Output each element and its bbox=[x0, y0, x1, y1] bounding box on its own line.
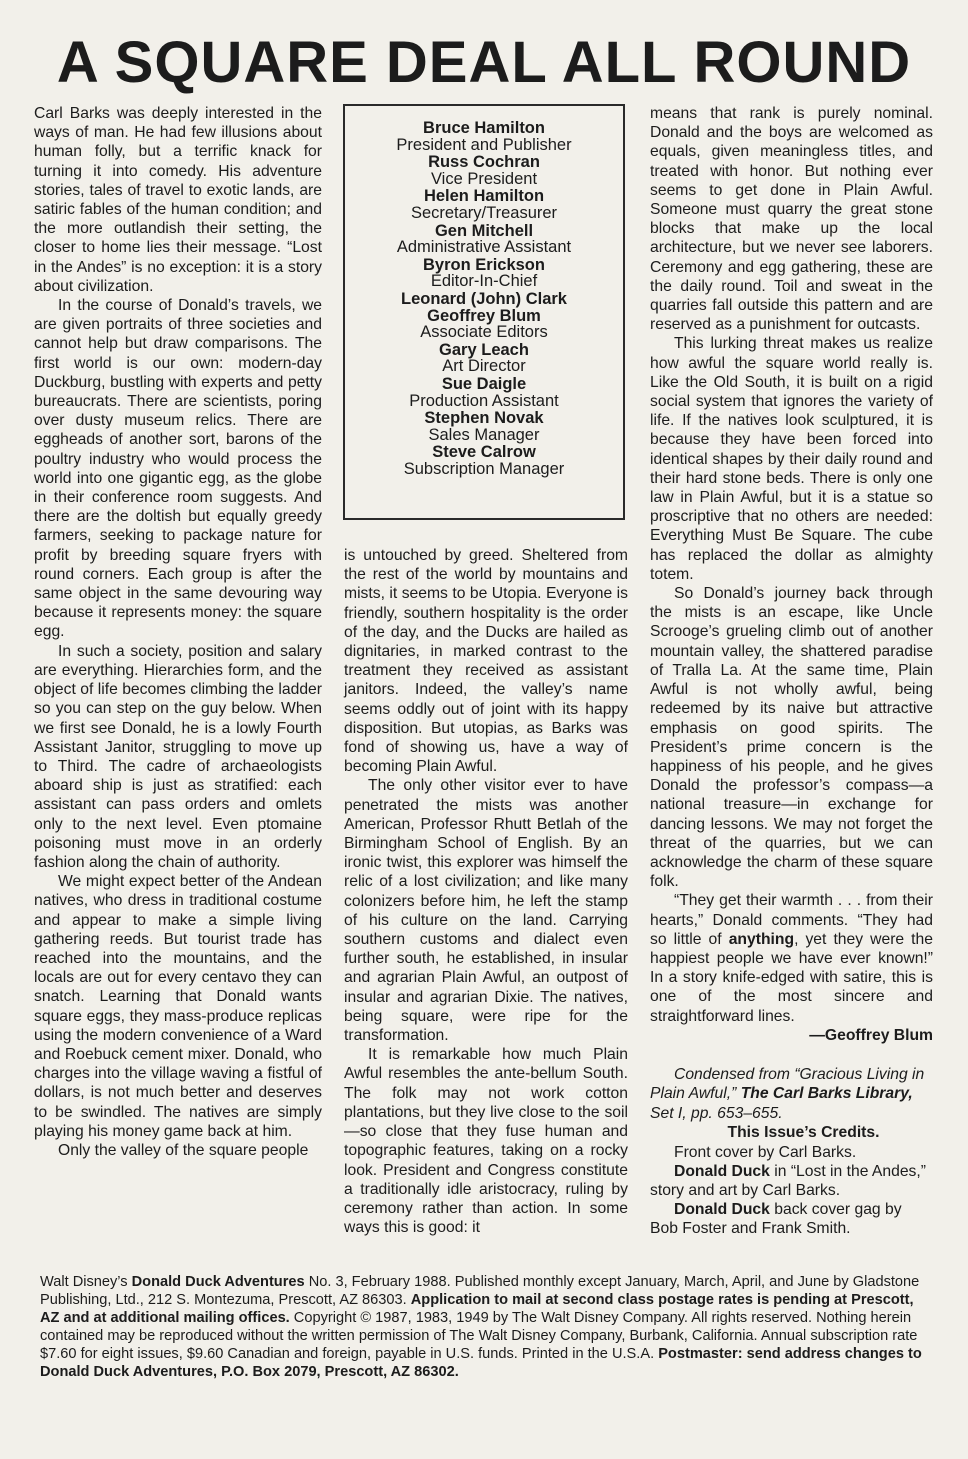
author-signature: —Geoffrey Blum bbox=[809, 1026, 933, 1044]
staff-role: President and Publisher bbox=[396, 135, 572, 154]
issue-credit-line bbox=[650, 1200, 933, 1238]
indicia-emphasis: Postmaster: send address changes to Donald Duck Adventures, P.O. Box 2079, Prescott, AZ 86302. bbox=[40, 1346, 922, 1380]
source-note-title: The Carl Barks Library, bbox=[740, 1085, 913, 1103]
staff-entry bbox=[345, 410, 623, 443]
source-note-pages: Set I, pp. 653–655. bbox=[650, 1104, 783, 1122]
quote-text: , yet they were the happiest people we have ever known!” In a story knife-edged with satire, this is one of the most sincere and straightforward lines. bbox=[650, 930, 933, 1025]
staff-role: Subscription Manager bbox=[403, 459, 565, 478]
indicia-text: Walt Disney’s bbox=[40, 1274, 132, 1290]
staff-name: Stephen Novak bbox=[424, 409, 544, 428]
staff-entry bbox=[345, 291, 623, 341]
issue-credit-line bbox=[650, 1162, 933, 1200]
indicia-emphasis: Donald Duck Adventures bbox=[131, 1274, 305, 1290]
credit-text: back cover gag by Bob Foster and Frank Smith. bbox=[650, 1201, 902, 1238]
article-paragraph: We might expect better of the Andean natives, who dress in traditional costume and appear to make a simple living gathering reeds. But tourist trade has reached into the mountains, and the locals are out for every centavo they can snatch. Learning that Donald wants square eggs, they mass-produce replicas using the modern convenience of a Ward and Roebuck cement mixer. Donald, who charges into the village waving a fistful of dollars, is not much better and deserves to be swindled. The natives are simply playing his money game back at him. bbox=[34, 873, 322, 1140]
staff-role: Secretary/Treasurer bbox=[410, 203, 558, 222]
article-column-3 bbox=[650, 104, 933, 1239]
page-title: A SQUARE DEAL ALL ROUND bbox=[56, 30, 912, 95]
staff-entry bbox=[345, 376, 623, 409]
article-paragraph: Carl Barks was deeply interested in the ways of man. He had few illusions about human folly, but a terrific knack for turning it into comedy. His adventure stories, tales of travel to exotic lands, are satiric fables of the human condition; and the more outlandish their setting, the closer to home lies their message. “Lost in the Andes” is no exception: it is a story about civilization. bbox=[34, 105, 322, 295]
publication-indicia bbox=[40, 1273, 936, 1381]
staff-role: Administrative Assistant bbox=[396, 238, 572, 257]
staff-name: Sue Daigle bbox=[441, 374, 527, 393]
article-paragraph: In the course of Donald’s travels, we are given portraits of three societies and cannot help but draw comparisons. The first world is our own: modern-day Duckburg, bustling with experts and petty bureaucrats. There are scientists, poring over dusty museum relics. There are eggheads of another sort, barons of the poultry industry who would process the world into one gigantic egg, as the globe in their conference room suggests. And there are the doltish but equally greedy farmers, seeking to package nature for profit by breeding square fryers with round corners. Each group is after the same object in the same devouring way because it represents money: the square egg. bbox=[34, 297, 322, 641]
article-paragraph: means that rank is purely nominal. Donald and the boys are welcomed as equals, given meaningless titles, and treated with honor. But nothing ever seems to get done in Plain Awful. Someone must quarry the great stone blocks that make up the local architecture, but we never see laborers. Ceremony and egg gathering, these are the daily round. Toil and sweat in the quarries fall outside this pattern and are reserved as a punishment for outcasts. bbox=[650, 105, 933, 334]
article-column-2 bbox=[344, 546, 628, 1237]
article-paragraph: This lurking threat makes us realize how awful the square world really is. Like the Old South, it is built on a rigid social system that ignores the variety of life. If the natives look sculptured, it is because they have been forced into identical shapes by their daily round and their hard stone beds. There is only one law in Plain Awful, but it is a statue so proscriptive that no others are needed: Everything Must Be Square. The cube has replaced the dollar as almighty totem. bbox=[650, 335, 933, 583]
article-column-1 bbox=[34, 104, 322, 1160]
staff-name: Leonard (John) Clark Geoffrey Blum bbox=[401, 289, 567, 325]
staff-entry bbox=[345, 257, 623, 290]
staff-entry bbox=[345, 342, 623, 375]
staff-role: Production Assistant bbox=[409, 391, 559, 410]
staff-credits-box bbox=[343, 104, 625, 520]
staff-role: Art Director bbox=[442, 357, 526, 376]
article-paragraph: So Donald’s journey back through the mists is an escape, like Uncle Scrooge’s grueling climb out of another mountain valley, the shattered paradise of Tralla La. At the same time, Plain Awful is not wholly awful, being redeemed by its naive but attractive emphasis on good spirits. The President’s prime concern is the happiness of his people, and he gives Donald the professor’s compass—a national treasure—in exchange for dancing lessons. We may not forget the threat of the quarries, but we can acknowledge the charm of these square folk. bbox=[650, 585, 933, 891]
indicia-emphasis: Application to mail at second class postage rates is pending at Prescott, AZ and at additional mailing offices. bbox=[40, 1292, 914, 1326]
source-note bbox=[650, 1045, 933, 1124]
staff-name: Steve Calrow bbox=[432, 443, 536, 462]
indicia-text: No. 3, February 1988. Published monthly except January, March, April, and June by Gladstone Publishing, Ltd., 212 S. Montezuma, Prescott, AZ 86303. bbox=[40, 1274, 920, 1308]
indicia-text: Copyright © 1987, 1983, 1949 by The Walt Disney Company. All rights reserved. Nothing herein contained may be reproduced without the written permission of The Walt Disney Company, Burbank, California. Annual subscription rate $7.60 for eight issues, $9.60 Canadian and foreign, payable in U.S. funds. Printed in the U.S.A. bbox=[40, 1310, 918, 1362]
article-paragraph: is untouched by greed. Sheltered from the rest of the world by mountains and mists, it seems to be Utopia. Everyone is friendly, southern hospitality is the order of the day, and the Ducks are hailed as dignitaries, in marked contrast to the treatment they received as assistant janitors. Indeed, the valley’s name seems oddly out of joint with its happy disposition. But utopias, as Barks was fond of showing us, have a way of becoming Plain Awful. bbox=[344, 547, 628, 776]
staff-name: Russ Cochran bbox=[428, 153, 540, 172]
article-paragraph: In such a society, position and salary are everything. Hierarchies form, and the object of life becomes climbing the ladder so you can step on the guy below. When we first see Donald, he is a lowly Fourth Assistant Janitor, struggling to move up to Third. The cadre of archaeologists aboard ship is just as stratified: each assistant can pass orders and omlets only to the next level. Even ptomaine poisoning must move in an orderly fashion along the chain of authority. bbox=[34, 642, 322, 871]
quote-emphasis: anything bbox=[728, 930, 795, 948]
source-note-text: Condensed from “Gracious Living in Plain Awful,” bbox=[650, 1065, 925, 1103]
credit-emphasis: Donald Duck bbox=[674, 1162, 770, 1180]
staff-name: Byron Erickson bbox=[423, 255, 545, 274]
staff-name: Bruce Hamilton bbox=[423, 119, 545, 137]
staff-role: Associate Editors bbox=[420, 323, 548, 342]
article-paragraph: The only other visitor ever to have penetrated the mists was another American, Professor Rhutt Betlah of the Birmingham School of English. By an ironic twist, this explorer was himself the relic of a lost civilization; and like many colonizers before him, he left the stamp of his culture on the land. Carrying southern customs and dialect even further south, he established, in insular and agrarian Plain Awful, an outpost of insular and agrarian Dixie. The natives, being square, were ripe for the transformation. bbox=[344, 777, 628, 1045]
staff-role: Vice President bbox=[430, 169, 538, 188]
staff-name: Helen Hamilton bbox=[423, 187, 545, 206]
staff-entry bbox=[345, 154, 623, 187]
credit-text: in “Lost in the Andes,” story and art by Carl Barks. bbox=[650, 1162, 926, 1200]
article-paragraph: It is remarkable how much Plain Awful resembles the ante-bellum South. The folk may not work cotton plantations, but they live close to the soil—so close that they fuse human and topographic features, taking on a rocky look. President and Congress constitute a traditionally idle aristocracy, ruling by ceremony rather than action. In some ways this is good: it bbox=[344, 1046, 628, 1237]
issue-credits-heading: This Issue’s Credits. bbox=[727, 1124, 880, 1142]
staff-role: Sales Manager bbox=[428, 425, 540, 444]
article-paragraph: Only the valley of the square people bbox=[58, 1141, 309, 1159]
quote-text: “They get their warmth . . . from their hearts,” Donald comments. “They had so little of bbox=[650, 892, 933, 948]
staff-name: Gen Mitchell bbox=[434, 221, 534, 240]
credit-emphasis: Donald Duck bbox=[674, 1201, 770, 1219]
staff-entry bbox=[345, 223, 623, 256]
article-paragraph-quote bbox=[650, 891, 933, 1025]
staff-entry bbox=[345, 444, 623, 477]
staff-entry bbox=[345, 120, 623, 153]
staff-name: Gary Leach bbox=[439, 340, 529, 359]
issue-credit-line: Front cover by Carl Barks. bbox=[674, 1143, 857, 1161]
staff-role: Editor-In-Chief bbox=[430, 272, 538, 291]
staff-entry bbox=[345, 188, 623, 221]
